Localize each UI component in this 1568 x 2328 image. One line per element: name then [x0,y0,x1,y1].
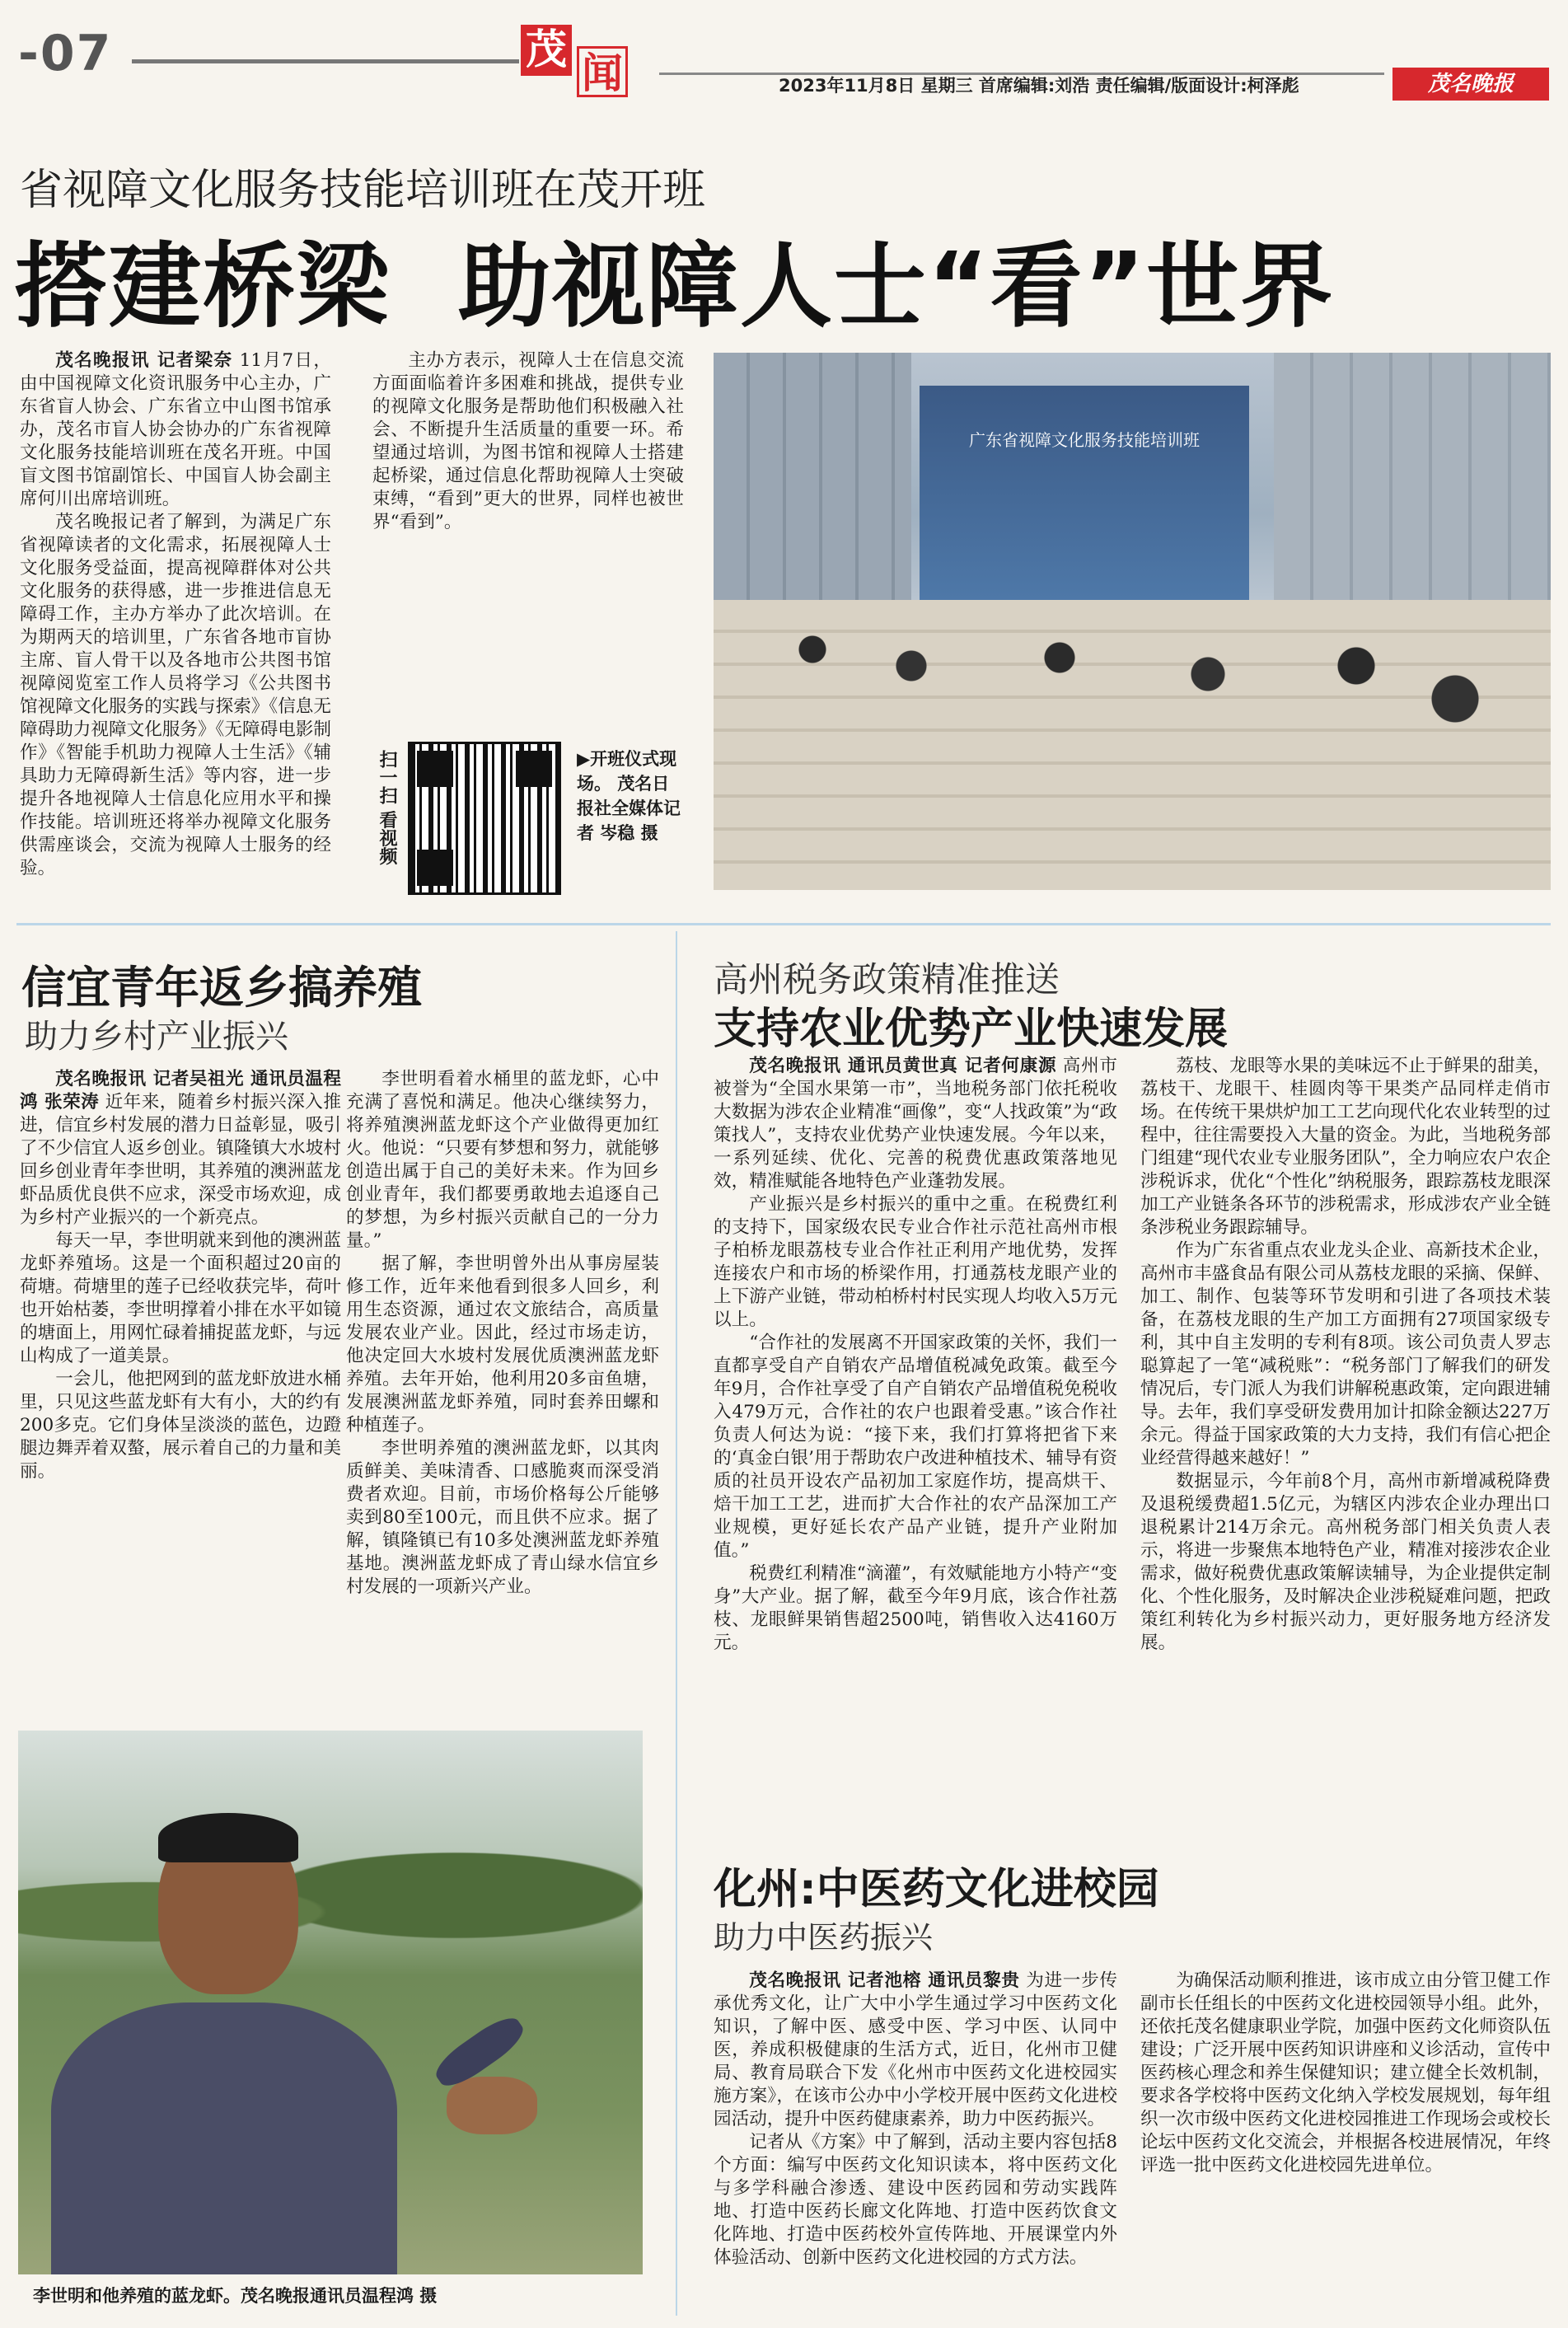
article4-headline: 化州:中医药文化进校园 [714,1865,1159,1914]
article4-para-3: 为确保活动顺利推进，该市成立由分管卫健工作副市长任组长的中医药文化进校园领导小组。此外，还依托茂名健康职业学院，加强中医药文化师资队伍建设；广泛开展中医药知识讲座和义诊活动，宣传中医药核心理念和养生保健知识；建立健全长效机制，要求各学校将中医药文化纳入学校发展规划，每年组织一次市级中医药文化进校园推进工作现场会或校长论坛中医药文化交流会，并根据各校进展情况，年终评选一批中医药文化进校园先进单位。 [1140,1970,1551,2176]
article4-col2 [1140,1970,1551,2316]
section-divider [16,923,1551,925]
article1-headline: 搭建桥梁 助视障人士“看”世界 [15,233,1335,340]
article2-byline: 茂名晚报讯 记者吴祖光 通讯员温程鸿 张荣涛 [20,1069,341,1112]
article1-kicker: 省视障文化服务技能培训班在茂开班 [20,166,706,215]
article3-kicker: 高州税务政策精准推送 [714,959,1060,1000]
background-trees [18,1829,643,1994]
article3-para-6: 作为广东省重点农业龙头企业、高新技术企业，高州市丰盛食品有限公司从荔枝龙眼的采摘、保鲜、加工、制作、包装等环节发明和引进了各项技术装备，在荔枝龙眼的生产加工方面拥有27项国家级专利，其中自主发明的专利有8项。该公司负责人罗志聪算起了一笔“减税账”：“税务部门了解我们的研发情况后，专门派人为我们讲解税惠政策，定向跟进辅导。去年，我们享受研发费用加计扣除金额达227万余元。得益于国家政策的大力支持，我们有信心把企业经营得越来越好！” [1140,1240,1551,1468]
article2-headline: 信宜青年返乡搞养殖 [21,962,422,1014]
article1-col1 [20,349,331,893]
photo-lobster-farmer [18,1731,643,2274]
article2-para-5: 据了解，李世明曾外出从事房屋装修工作，近年来他看到很多人回乡，利用生态资源，通过农文旅结合，高质量发展农业产业。因此，经过市场走访，他决定回大水坡村发展优质澳洲蓝龙虾养殖。去年开始，他利用20多亩鱼塘，发展澳洲蓝龙虾养殖，同时套养田螺和种植莲子。 [346,1253,659,1436]
article3-para-1: 高州市被誉为“全国水果第一市”，当地税务部门依托税收大数据为涉农企业精准“画像”，变“人找政策”为“政策找人”，支持农业优势产业快速发展。今年以来，一系列延续、优化、完善的税费优惠政策落地见效，精准赋能各地特色产业蓬勃发展。 [714,1056,1117,1192]
article1-para-1: 11月7日，由中国视障文化资讯服务中心主办，广东省盲人协会、广东省立中山图书馆承办，茂名市盲人协会协办的广东省视障文化服务技能培训班在茂名开班。中国盲文图书馆副馆长、中国盲人协会副主席何川出席培训班。 [20,350,331,509]
article1-byline: 茂名晚报讯 记者梁奈 [55,350,233,371]
column-divider [676,931,677,2316]
article3-byline: 茂名晚报讯 通讯员黄世真 记者何康源 [749,1056,1057,1076]
article3-para-5: 荔枝、龙眼等水果的美味远不止于鲜果的甜美，荔枝干、龙眼干、桂圆肉等干果类产品同样走俏市场。在传统干果烘炉加工工艺向现代化农业转型的过程中，往往需要投入大量的资金。为此，当地税务部门组建“现代农业专业服务团队”，全力响应农户农企涉税诉求，优化“个性化”纳税服务，跟踪荔枝龙眼深加工产业链条各环节的涉税需求，形成涉农产业全链条涉税业务跟踪辅导。 [1140,1056,1551,1238]
farmer-shirt [51,2002,397,2274]
article2-subhead: 助力乡村产业振兴 [25,1018,288,1056]
article3-para-4: 税费红利精准“滴灌”，有效赋能地方小特产“变身”大产业。据了解，截至今年9月底，该合作社荔枝、龙眼鲜果销售超2500吨，销售收入达4160万元。 [714,1563,1117,1653]
section-mark-2: 闻 [577,46,628,97]
farmer-hair [158,1813,298,1862]
audience-area [714,600,1551,890]
issue-info: 2023年11月8日 星期三 首席编辑:刘浩 责任编辑/版面设计:柯泽彪 [779,76,1299,96]
masthead-rule-left [132,59,519,63]
article4-para-2: 记者从《方案》中了解到，活动主要内容包括8个方面：编写中医药文化知识读本，将中医药文化与多学科融合渗透、建设中医药园和劳动实践阵地、打造中医药长廊文化阵地、打造中医药饮食文化阵地、打造中医药校外宣传阵地、开展课堂内外体验活动、创新中医药文化进校园的方式方法。 [714,2132,1117,2268]
section-mark-1: 茂 [521,25,572,76]
article1-col2 [372,349,684,712]
article1-para-2: 茂名晚报记者了解到，为满足广东省视障读者的文化需求，拓展视障人士文化服务受益面，提高视障群体对公共文化服务的获得感，进一步推进信息无障碍工作，主办方举办了此次培训。在为期两天的培训里，广东省各地市盲协主席、盲人骨干以及各地市公共图书馆视障阅览室工作人员将学习《公共图书馆视障文化服务的实践与探索》《信息无障碍助力视障文化服务》《无障碍电影制作》《智能手机助力视障人士生活》《辅具助力无障碍新生活》等内容，进一步提升各地视障人士信息化应用水平和操作技能。培训班还将举办视障文化服务供需座谈会，交流为视障人士服务的经验。 [20,512,331,878]
stage-banner-text: 广东省视障文化服务技能培训班 [969,430,1200,450]
article4-subhead: 助力中医药振兴 [714,1919,934,1956]
article2-para-3: 一会儿，他把网到的蓝龙虾放进水桶里，只见这些蓝龙虾有大有小，大的约有200多克。它们身体呈淡淡的蓝色，边蹬腿边舞弄着双螯，展示着自己的力量和美丽。 [20,1369,341,1482]
article4-col1 [714,1970,1117,2316]
article1-para-3: 主办方表示，视障人士在信息交流方面面临着许多困难和挑战，提供专业的视障文化服务是帮助他们积极融入社会、不断提升生活质量的重要一环。希望通过培训，为图书馆和视障人士搭建起桥梁，通过信息化帮助视障人士突破束缚，“看到”更大的世界，同样也被世界“看到”。 [372,350,684,532]
qr-code[interactable] [408,742,561,895]
article4-para-1: 为进一步传承优秀文化，让广大中小学生通过学习中医药文化知识，了解中医、感受中医、学习中医、认同中医，养成积极健康的生活方式，近日，化州市卫健局、教育局联合下发《化州市中医药文化进校园实施方案》，在该市公办中小学校开展中医药文化进校园活动，提升中医药健康素养，助力中医药振兴。 [714,1970,1117,2129]
article2-para-1: 近年来，随着乡村振兴深入推进，信宜乡村发展的潜力日益彰显，吸引了不少信宜人返乡创业。镇隆镇大水坡村回乡创业青年李世明，其养殖的澳洲蓝龙虾品质优良供不应求，深受市场欢迎，成为乡村产业振兴的一个新亮点。 [20,1092,341,1228]
article3-para-7: 数据显示，今年前8个月，高州市新增减税降费及退税缓费超1.5亿元，为辖区内涉农企业办理出口退税累计214万余元。高州税务部门相关负责人表示，将进一步聚焦本地特色产业，精准对接涉农企业需求，做好税费优惠政策解读辅导，为企业提供定制化、个性化服务，及时解决企业涉税疑难问题，把政策红利转化为乡村振兴动力，更好服务地方经济发展。 [1140,1471,1551,1653]
article3-col2 [1140,1055,1551,1773]
article2-para-6: 李世明养殖的澳洲蓝龙虾，以其肉质鲜美、美味清香、口感脆爽而深受消费者欢迎。目前，市场价格每公斤能够卖到80至100元，而且供不应求。据了解，镇隆镇已有10多处澳洲蓝龙虾养殖基地。澳洲蓝龙虾成了青山绿水信宜乡村发展的一项新兴产业。 [346,1438,659,1597]
article3-para-3: “合作社的发展离不开国家政策的关怀，我们一直都享受自产自销农产品增值税减免政策。截至今年9月，合作社享受了自产自销农产品增值税免税收入479万元，合作社的农户也跟着受惠。”该合作社负责人何达为说：“接下来，我们打算将把省下来的‘真金白银’用于帮助农户改进种植技术、辅导有资质的社员开设农产品初加工家庭作坊，提高烘干、焙干加工工艺，进而扩大合作社的农产品深加工产业规模，更好延长农产品产业链，提升产业附加值。” [714,1333,1117,1561]
page-number: -07 [18,25,113,82]
stage-screen [920,386,1249,600]
photo2-caption: 李世明和他养殖的蓝龙虾。茂名晚报通讯员温程鸿 摄 [33,2286,438,2306]
farmer-hand [447,2077,537,2134]
article3-col1 [714,1055,1117,1773]
newspaper-logo: 茂名晚报 [1392,68,1549,101]
article3-headline: 支持农业优势产业快速发展 [714,1005,1229,1054]
article2-para-4: 李世明看着水桶里的蓝龙虾，心中充满了喜悦和满足。他决心继续努力，将养殖澳洲蓝龙虾这个产业做得更加红火。他说：“只要有梦想和努力，就能够创造出属于自己的美好未来。作为回乡创业青年，我们都要勇敢地去追逐自己的梦想，为乡村振兴贡献自己的一分力量。” [346,1069,659,1251]
photo1-caption: ▶开班仪式现场。 茂名日报社全媒体记者 岑稳 摄 [577,748,681,843]
article2-col2 [346,1068,659,1711]
article2-col1 [20,1068,341,1711]
article3-para-2: 产业振兴是乡村振兴的重中之重。在税费红利的支持下，国家级农民专业合作社示范社高州市根子柏桥龙眼荔枝专业合作社正利用产地优势，发挥连接农户和市场的桥梁作用，打通荔枝龙眼产业的上下游产业链，带动柏桥村村民实现人均收入5万元以上。 [714,1194,1117,1330]
qr-label: 扫一扫 看视频 [377,750,398,865]
photo-training-ceremony [714,353,1551,890]
article4-byline: 茂名晚报讯 记者池榕 通讯员黎贵 [749,1970,1020,1991]
article2-para-2: 每天一早，李世明就来到他的澳洲蓝龙虾养殖场。这是一个面积超过20亩的荷塘。荷塘里的莲子已经收获完毕，荷叶也开始枯萎，李世明撑着小排在水平如镜的塘面上，用网忙碌着捕捉蓝龙虾，与远山构成了一道美景。 [20,1230,341,1366]
